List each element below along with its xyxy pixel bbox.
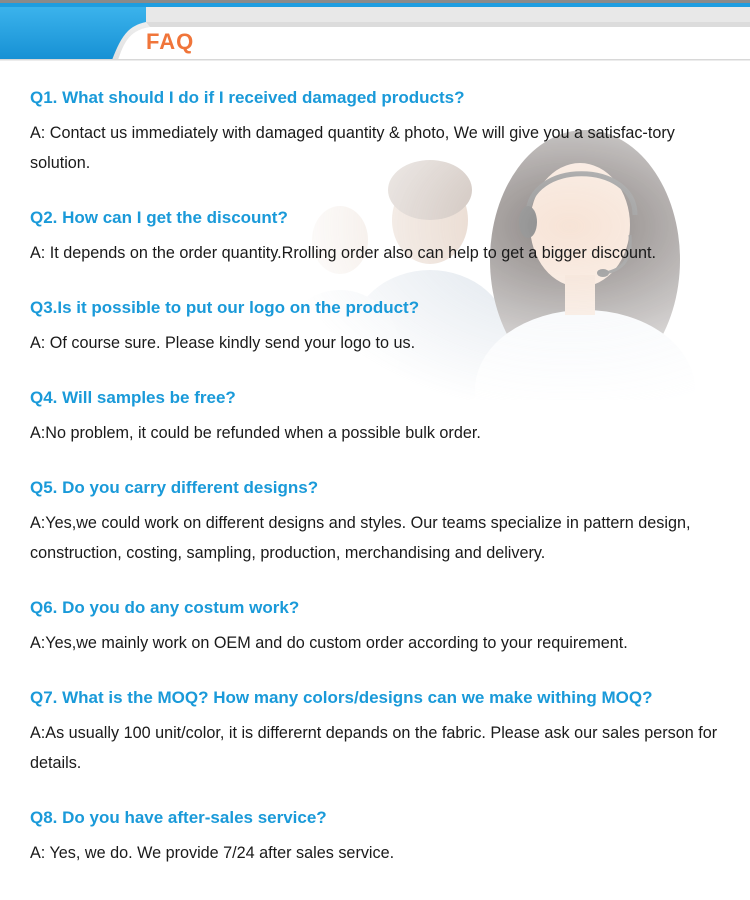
faq-answer-2: A: It depends on the order quantity.Rrolling order also can help to get a bigger discount.: [30, 244, 657, 262]
faq-item-8: [30, 808, 730, 868]
faq-question-4: Q4. Will samples be free?: [30, 388, 236, 407]
faq-item-7: [30, 688, 730, 778]
faq-item-4: [30, 388, 730, 448]
faq-question-1: Q1. What should I do if I received damaged products?: [30, 88, 465, 107]
faq-question-7: Q7. What is the MOQ? How many colors/designs can we make withing MOQ?: [30, 688, 653, 707]
faq-answer-5: A:Yes,we could work on different designs and styles. Our teams specialize in pattern design, construction, costing, sampling, production, merchandising and delivery.: [30, 514, 691, 562]
faq-answer-4: A:No problem, it could be refunded when a possible bulk order.: [30, 424, 481, 442]
faq-question-6: Q6. Do you do any costum work?: [30, 598, 300, 617]
faq-item-6: [30, 598, 730, 658]
faq-answer-7: A:As usually 100 unit/color, it is differernt depands on the fabric. Please ask our sales person for details.: [30, 724, 718, 772]
faq-question-3: Q3.Is it possible to put our logo on the product?: [30, 298, 420, 317]
faq-question-2: Q2. How can I get the discount?: [30, 208, 288, 227]
faq-item-1: [30, 88, 730, 178]
faq-title: FAQ: [146, 29, 195, 54]
faq-question-5: Q5. Do you carry different designs?: [30, 478, 319, 497]
faq-item-2: [30, 208, 730, 268]
faq-answer-1: A: Contact us immediately with damaged quantity & photo, We will give you a satisfac-tory solution.: [30, 124, 675, 172]
faq-answer-3: A: Of course sure. Please kindly send your logo to us.: [30, 334, 416, 352]
faq-question-8: Q8. Do you have after-sales service?: [30, 808, 327, 827]
faq-answer-6: A:Yes,we mainly work on OEM and do custom order according to your requirement.: [30, 634, 628, 652]
faq-item-3: [30, 298, 730, 358]
faq-item-5: [30, 478, 730, 568]
faq-answer-8: A: Yes, we do. We provide 7/24 after sales service.: [30, 844, 395, 862]
